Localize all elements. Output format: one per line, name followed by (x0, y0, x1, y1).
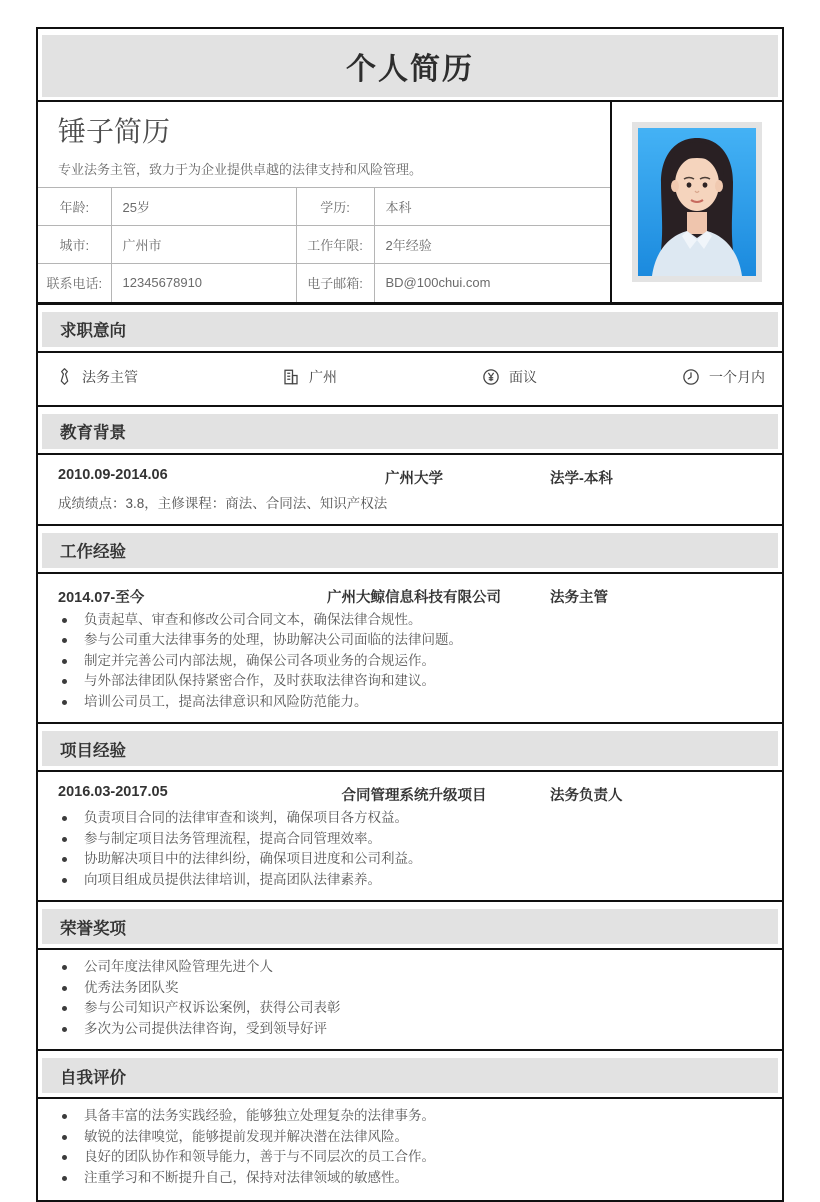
section-header (42, 909, 778, 944)
field-label: 电子邮箱: (296, 264, 374, 302)
field-value: 本科 (374, 188, 610, 226)
entry-role: 法务主管 (550, 589, 608, 606)
section-education (38, 414, 782, 526)
honors-content (38, 950, 782, 1051)
resume-title: 个人简历 (346, 53, 474, 86)
section-header (42, 414, 778, 449)
list-item: 多次为公司提供法律咨询，受到领导好评 (38, 1019, 766, 1040)
identity-block (38, 102, 782, 305)
table-row (38, 188, 610, 226)
section-header (42, 312, 778, 347)
intent-label: 法务主管 (82, 368, 138, 385)
intent-label: 一个月内 (709, 368, 765, 385)
project-bullet-list (38, 808, 782, 890)
entry-period: 2016.03-2017.05 (58, 784, 168, 800)
entry-period: 2010.09-2014.06 (58, 466, 168, 483)
profile-info-table (38, 187, 610, 302)
intent-position (56, 367, 282, 387)
section-heading: 项目经验 (60, 741, 126, 760)
tie-icon (56, 367, 73, 386)
self-evaluation-bullet-list (38, 1106, 782, 1188)
work-bullet-list (38, 610, 782, 713)
intent-availability (682, 367, 782, 387)
section-header (42, 731, 778, 766)
section-project-experience (38, 731, 782, 902)
section-heading: 荣誉奖项 (60, 919, 126, 938)
work-entry (38, 586, 782, 607)
field-value: 25岁 (111, 188, 296, 226)
field-label: 联系电话: (38, 264, 111, 302)
list-item: 公司年度法律风险管理先进个人 (38, 957, 766, 978)
section-header (42, 533, 778, 568)
list-item: 培训公司员工，提高法律意识和风险防范能力。 (38, 692, 766, 713)
list-item: 协助解决项目中的法律纠纷，确保项目进度和公司利益。 (38, 849, 766, 870)
job-intent-row (38, 357, 782, 397)
list-item: 参与公司重大法律事务的处理，协助解决公司面临的法律问题。 (38, 630, 766, 651)
table-row (38, 264, 610, 302)
education-content (38, 455, 782, 526)
candidate-name: 锤子简历 (58, 116, 171, 147)
list-item: 参与公司知识产权诉讼案例，获得公司表彰 (38, 998, 766, 1019)
entry-role: 法务负责人 (550, 788, 623, 804)
intent-salary (482, 367, 682, 387)
section-work-experience (38, 533, 782, 725)
list-item: 与外部法律团队保持紧密合作，及时获取法律咨询和建议。 (38, 671, 766, 692)
resume-page (36, 27, 784, 1202)
resume-canvas (0, 27, 820, 1187)
entry-major: 法学-本科 (550, 470, 613, 487)
intent-label: 面议 (509, 368, 537, 385)
job-intent-content (38, 353, 782, 407)
entry-project: 合同管理系统升级项目 (341, 788, 487, 804)
yen-icon (482, 368, 500, 386)
honors-bullet-list (38, 957, 782, 1039)
section-header (42, 1058, 778, 1093)
clock-icon (682, 368, 700, 386)
section-job-intent (38, 312, 782, 407)
section-heading: 教育背景 (60, 424, 126, 442)
id-photo-illustration (638, 128, 756, 276)
list-item: 制定并完善公司内部法规，确保公司各项业务的合规运作。 (38, 651, 766, 672)
list-item: 敏锐的法律嗅觉，能够提前发现并解决潜在法律风险。 (38, 1127, 766, 1148)
field-value: 广州市 (111, 226, 296, 264)
list-item: 向项目组成员提供法律培训，提高团队法律素养。 (38, 870, 766, 891)
field-value: 2年经验 (374, 226, 610, 264)
identity-intro (38, 102, 610, 178)
field-value: BD@100chui.com (374, 264, 610, 302)
table-row (38, 226, 610, 264)
id-photo (632, 122, 762, 282)
intent-label: 广州 (309, 368, 337, 385)
building-icon (282, 368, 300, 386)
entry-school: 广州大学 (385, 470, 443, 487)
entry-company: 广州大鲸信息科技有限公司 (327, 589, 501, 606)
list-item: 负责起草、审查和修改公司合同文本，确保法律合规性。 (38, 610, 766, 631)
candidate-tagline: 专业法务主管，致力于为企业提供卓越的法律支持和风险管理。 (58, 162, 423, 177)
identity-left (38, 102, 610, 302)
intent-city (282, 367, 482, 387)
entry-period: 2014.07-至今 (58, 589, 145, 606)
field-label: 工作年限: (296, 226, 374, 264)
section-heading: 求职意向 (60, 322, 126, 340)
list-item: 负责项目合同的法律审查和谈判，确保项目各方权益。 (38, 808, 766, 829)
list-item: 参与制定项目法务管理流程，提高合同管理效率。 (38, 829, 766, 850)
field-label: 年龄: (38, 188, 111, 226)
field-label: 城市: (38, 226, 111, 264)
project-content (38, 772, 782, 902)
list-item: 具备丰富的法务实践经验，能够独立处理复杂的法律事务。 (38, 1106, 766, 1127)
field-value: 12345678910 (111, 264, 296, 302)
list-item: 注重学习和不断提升自己，保持对法律领域的敏感性。 (38, 1168, 766, 1189)
project-entry (38, 784, 782, 805)
section-self-evaluation (38, 1058, 782, 1200)
education-entry (38, 467, 782, 488)
resume-title-bar (42, 35, 778, 97)
education-detail: 成绩绩点：3.8，主修课程：商法、合同法、知识产权法 (58, 495, 388, 511)
work-content (38, 574, 782, 725)
self-evaluation-content (38, 1099, 782, 1200)
photo-column (610, 102, 782, 302)
list-item: 良好的团队协作和领导能力，善于与不同层次的员工合作。 (38, 1147, 766, 1168)
list-item: 优秀法务团队奖 (38, 978, 766, 999)
section-heading: 工作经验 (60, 543, 126, 561)
field-label: 学历: (296, 188, 374, 226)
section-heading: 自我评价 (60, 1068, 126, 1087)
section-honors (38, 909, 782, 1051)
